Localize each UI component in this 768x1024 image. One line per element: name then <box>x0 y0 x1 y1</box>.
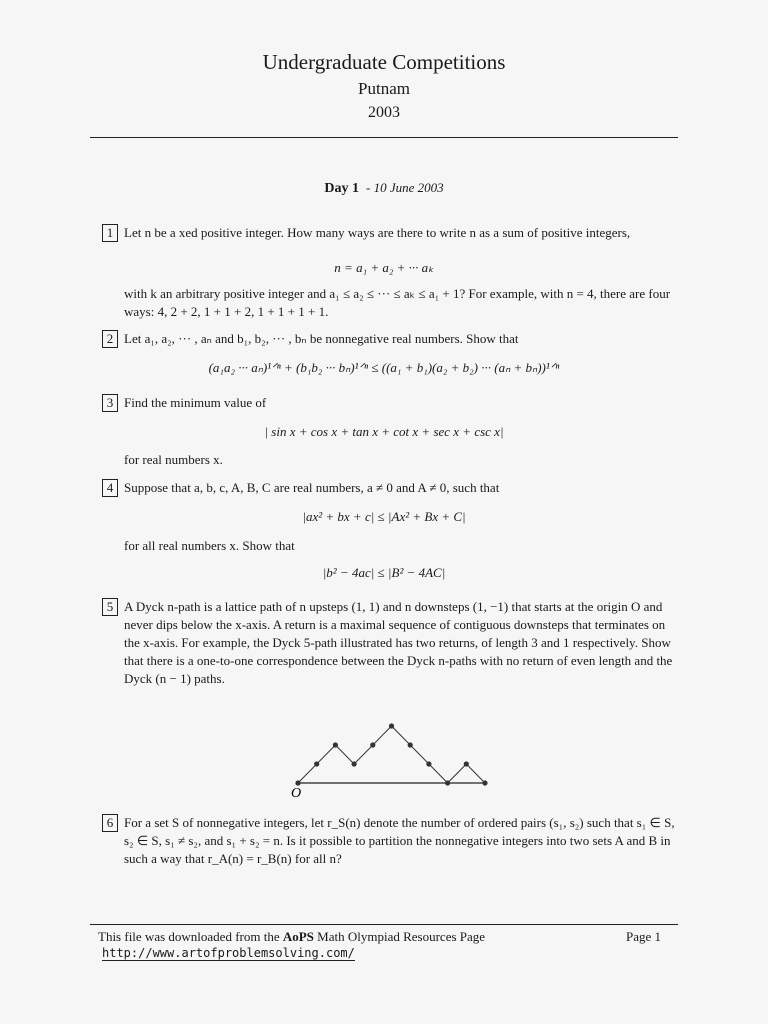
problem-3-expression: | sin x + cos x + tan x + cot x + sec x + csc x| <box>264 424 504 439</box>
origin-label: O <box>291 786 302 801</box>
problem-text: Find the minimum value of <box>124 395 267 410</box>
problem-4-continuation: for all real numbers x. Show that <box>124 538 295 553</box>
dyck-path-vertex <box>295 780 300 785</box>
problem-6 <box>102 814 682 868</box>
day-date: - 10 June 2003 <box>366 180 444 195</box>
competition-name: Putnam <box>358 79 410 98</box>
dyck-path-vertex <box>408 742 413 747</box>
problem-1-equation: n = a₁ + a₂ + ··· aₖ <box>334 260 434 275</box>
problem-2-inequality: (a₁a₂ ··· aₙ)¹ᐟⁿ + (b₁b₂ ··· bₙ)¹ᐟⁿ ≤ ((a₁ + b₁)(a₂ + b₂) ··· (aₙ + bₙ))¹ᐟⁿ <box>208 360 560 375</box>
source-url-link[interactable]: http://www.artofproblemsolving.com/ <box>102 946 355 960</box>
footer-rule <box>90 924 678 925</box>
problem-number: 4 <box>102 479 118 497</box>
problem-3-continuation: for real numbers x. <box>124 452 223 467</box>
dyck-path-vertex <box>389 723 394 728</box>
problem-4-conclusion: |b² − 4ac| ≤ |B² − 4AC| <box>322 565 446 580</box>
dyck-path-vertex <box>445 780 450 785</box>
problem-number: 6 <box>102 814 118 832</box>
problem-number: 3 <box>102 394 118 412</box>
dyck-path-vertex <box>370 742 375 747</box>
problem-text: A Dyck n-path is a lattice path of n upsteps (1, 1) and n downsteps (1, −1) that starts at the origin O and never dips below the x-axis. A return is a maximal sequence of contiguous downsteps that terminates on the x-axis. For example, the Dyck 5-path illustrated has two returns, of length 3 and 1 respectively. Show that there is a one-to-one correspondence between the Dyck n-paths with no return of even length and the Dyck (n − 1) paths. <box>124 599 673 686</box>
problem-text: Let n be a xed positive integer. How many ways are there to write n as a sum of positive integers, <box>124 225 631 240</box>
competition-year: 2003 <box>368 104 400 121</box>
day-label: Day 1 <box>324 181 359 196</box>
problem-text: Let a₁, a₂, ··· , aₙ and b₁, b₂, ··· , bₙ be nonnegative real numbers. Show that <box>124 331 519 346</box>
problem-4-hypothesis: |ax² + bx + c| ≤ |Ax² + Bx + C| <box>302 509 466 524</box>
footer-suffix: Math Olympiad Resources Page <box>317 929 486 944</box>
dyck-path-line <box>298 726 485 783</box>
dyck-path-vertex <box>426 761 431 766</box>
problem-1-continuation: with k an arbitrary positive integer and a₁ ≤ a₂ ≤ ··· ≤ aₖ ≤ a₁ + 1? For example, with n = 4, there are four ways: 4, 2 + 2, 1 + 1 + 2, 1 + 1 + 1 + 1. <box>124 286 671 319</box>
dyck-path-vertex <box>333 742 338 747</box>
footer-brand: AoPS <box>282 929 314 944</box>
dyck-path-vertices <box>295 723 487 785</box>
footer-note <box>98 929 485 945</box>
problem-text: Suppose that a, b, c, A, B, C are real numbers, a ≠ 0 and A ≠ 0, such that <box>124 480 500 495</box>
dyck-path-vertex <box>464 761 469 766</box>
dyck-path-vertex <box>482 780 487 785</box>
problem-number: 5 <box>102 598 118 616</box>
problem-number: 1 <box>102 224 118 242</box>
page-number: Page 1 <box>626 929 662 944</box>
problem-text: For a set S of nonnegative integers, let r_S(n) denote the number of ordered pairs (s₁, s₂) such that s₁ ∈ S, s₂ ∈ S, s₁ ≠ s₂, and s₁ + s₂ = n. Is it possible to partition the nonnegative integers into two sets A and B in such a way that r_A(n) = r_B(n) for all n? <box>124 815 675 866</box>
footer-prefix: This file was downloaded from the <box>98 929 280 944</box>
dyck-path-vertex <box>314 761 319 766</box>
document-title: Undergraduate Competitions <box>262 50 506 74</box>
problem-number: 2 <box>102 330 118 348</box>
dyck-path-vertex <box>352 761 357 766</box>
